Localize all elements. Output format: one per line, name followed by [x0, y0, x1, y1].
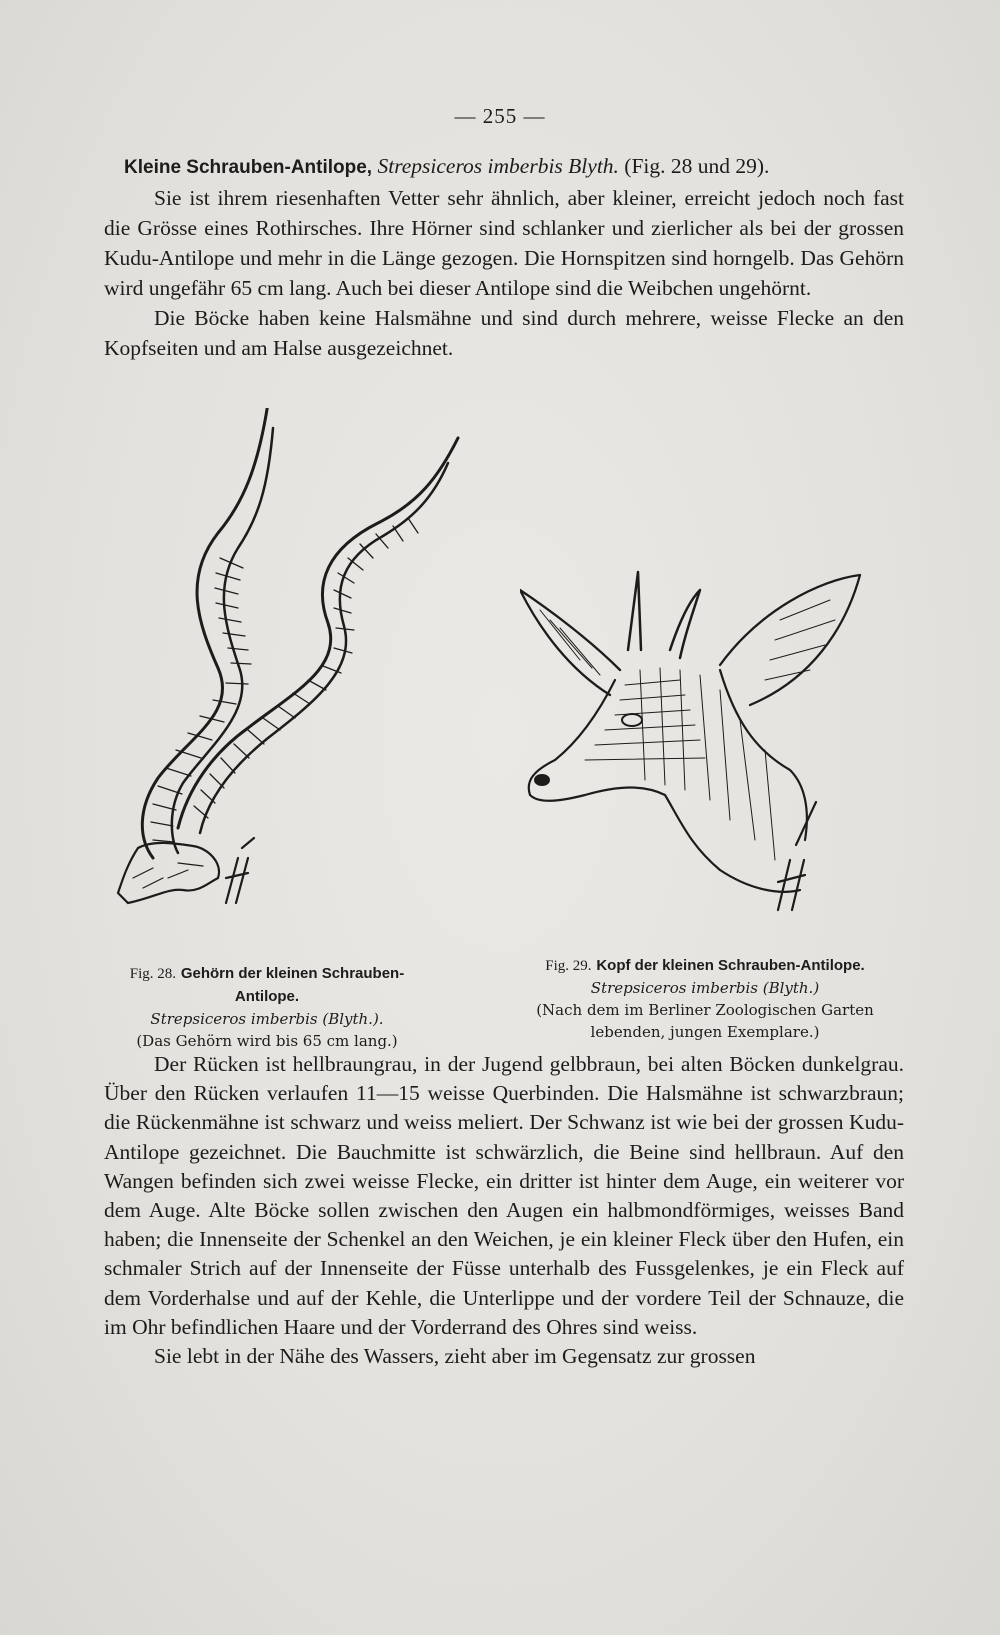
paragraph-coloration: Der Rücken ist hellbraungrau, in der Jugend gelbbraun, bei alten Böcken dunkelgrau. Über den Rücken verlaufen 11—15 weisse Querbinden. Die Halsmähne ist schwarzbraun; die Rückenmähne ist schwarz und weiss meliert. Der Schwanz ist wie bei der grossen Kudu-Antilope gezeichnet. Die Bauchmitte ist schwärzlich, die Beine sind hellbraun. Auf den Wangen befinden sich zwei weisse Flecke, ein dritter ist hinter dem Auge, ein weiterer vor dem Auge. Alte Böcke sollen zwischen den Augen ein halbmondförmiges, weisses Band haben; die Innenseite der Schenkel an den Weichen, je ein kleiner Fleck über den Hufen, ein schmaler Strich auf der Innenseite der Füsse unterhalb des Fussgelenkes, je ein Fleck auf dem Vorderhalse und auf der Kehle, die Unterlippe und der vordere Teil der Schnauze, die im Ohr befindlichen Haare und der Vorderrand des Ohres sind weiss.	[104, 1052, 904, 1339]
fig28-title: Gehörn der kleinen Schrauben-Antilope.	[180, 965, 405, 1005]
figure-28-caption	[102, 962, 432, 1052]
heading-species: Strepsiceros imberbis Blyth.	[377, 154, 619, 178]
figure-28-horns-illustration	[108, 408, 488, 948]
fig29-title: Kopf der kleinen Schrauben-Antilope.	[596, 957, 865, 974]
figure-29-caption	[500, 954, 910, 1043]
page-number: — 255 —	[454, 104, 546, 128]
heading-name: Kleine Schrauben-Antilope,	[124, 157, 373, 178]
bottom-text-block	[104, 1050, 904, 1371]
fig29-note: (Nach dem im Berliner Zoologischen Garten lebenden, jungen Exemplare.)	[536, 1001, 874, 1041]
fig28-note: (Das Gehörn wird bis 65 cm lang.)	[136, 1032, 398, 1050]
paragraph-males: Die Böcke haben keine Halsmähne und sind durch mehrere, weisse Flecke an den Kopfseiten und am Halse ausgezeichnet.	[104, 306, 904, 360]
section-heading	[104, 151, 904, 183]
figure-29-head-illustration	[520, 570, 900, 940]
fig29-species: Strepsiceros imberbis (Blyth.)	[590, 979, 820, 997]
top-text-block	[104, 151, 904, 363]
paragraph-habitat: Sie lebt in der Nähe des Wassers, zieht aber im Gegensatz zur grossen	[154, 1344, 756, 1369]
fig28-label: Fig. 28.	[129, 966, 177, 982]
heading-figref: (Fig. 28 und 29).	[624, 154, 770, 178]
fig28-species: Strepsiceros imberbis (Blyth.).	[150, 1010, 384, 1028]
paragraph-description: Sie ist ihrem riesenhaften Vetter sehr ähnlich, aber kleiner, erreicht jedoch noch fast die Grösse eines Rothirsches. Ihre Hörner sind schlanker und zierlicher als bei der grossen Kudu-Antilope und mehr in die Länge gezogen. Die Hornspitzen sind horngelb. Das Gehörn wird ungefähr 65 cm lang. Auch bei dieser Antilope sind die Weibchen ungehörnt.	[104, 186, 904, 300]
fig29-label: Fig. 29.	[545, 958, 592, 974]
